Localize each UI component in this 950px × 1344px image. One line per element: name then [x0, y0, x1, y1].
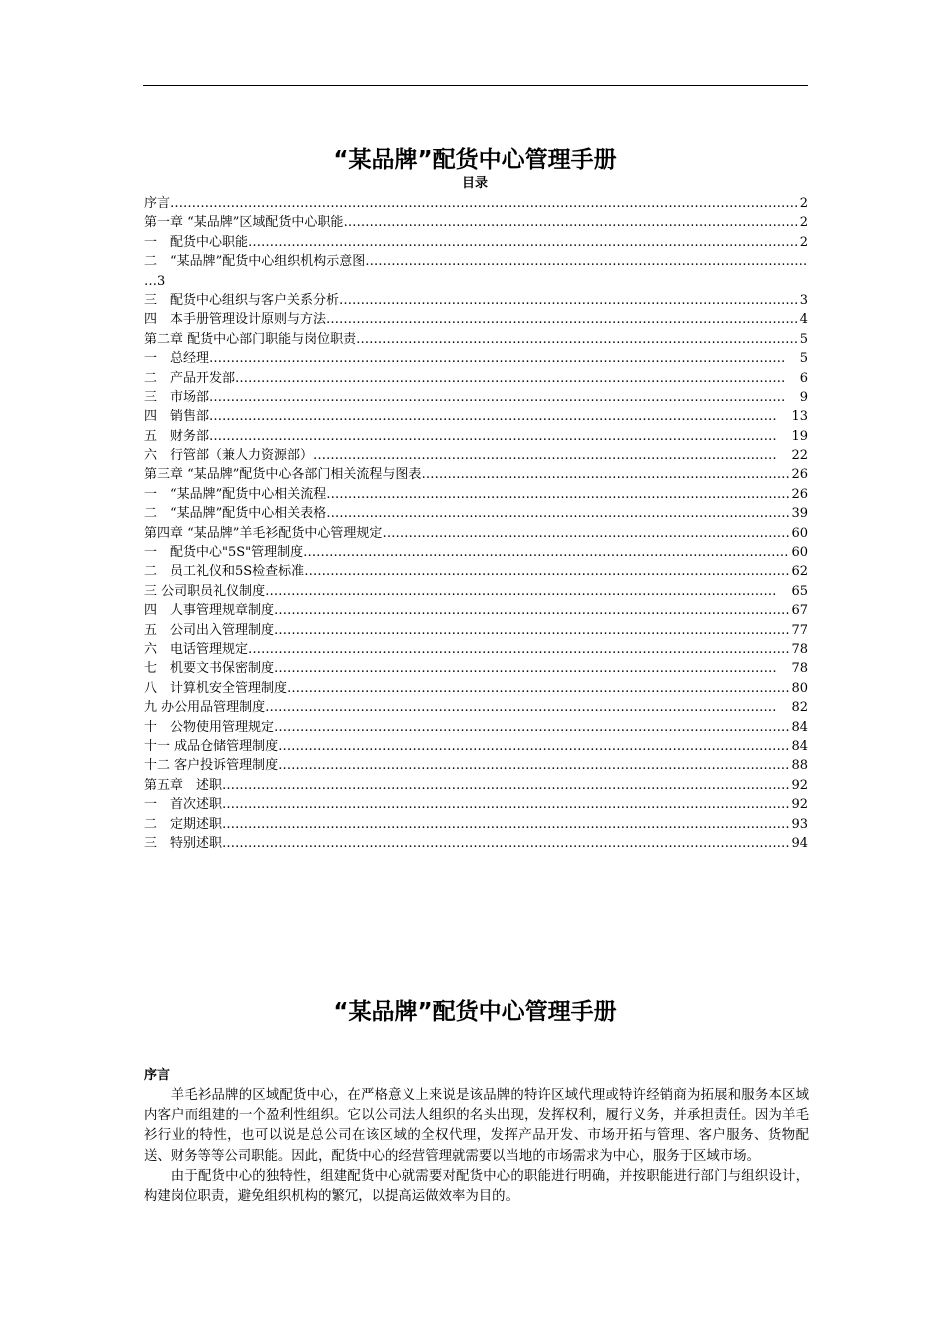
toc-dot-leader [274, 718, 789, 737]
toc-entry-label: 十一 成品仓储管理制度 [144, 738, 279, 754]
toc-entry-label: 五 财务部 [144, 428, 210, 444]
toc-entry-page: 4 [799, 312, 808, 328]
toc-dot-leader [265, 582, 776, 601]
toc-entry-page: 5 [799, 331, 808, 347]
toc-entry-label: 一 “某品牌”配货中心相关流程 [144, 486, 327, 502]
toc-dot-leader [343, 213, 797, 232]
toc-entry-page: 78 [778, 661, 808, 677]
toc-entry-label: 四 人事管理规章制度 [144, 603, 275, 619]
toc-entry[interactable] [144, 562, 808, 581]
toc-entry-page: 2 [799, 234, 808, 250]
toc-entry[interactable] [144, 465, 808, 484]
toc-entry[interactable] [144, 407, 808, 426]
document-title-repeat: “某品牌”配货中心管理手册 [333, 999, 617, 1025]
toc-entry-page: 19 [778, 428, 808, 444]
toc-dot-leader [235, 369, 785, 388]
toc-entry-label: 三 公司职员礼仪制度 [144, 583, 266, 599]
toc-entry[interactable] [144, 349, 808, 368]
toc-dot-leader [209, 427, 776, 446]
toc-entry[interactable] [144, 310, 808, 329]
toc-entry-label: 二 “某品牌”配货中心相关表格 [144, 506, 327, 522]
toc-dot-leader [278, 737, 789, 756]
toc-entry[interactable] [144, 485, 808, 504]
toc-entry[interactable] [144, 776, 808, 795]
toc-entry[interactable] [144, 504, 808, 523]
toc-entry[interactable] [144, 582, 808, 601]
toc-entry-label: 第五章 述职 [144, 777, 223, 793]
toc-entry-label: 序言 [144, 196, 171, 211]
toc-entry[interactable] [144, 737, 808, 756]
toc-entry-label: 六 电话管理规定 [144, 642, 249, 657]
toc-entry-label: 三 市场部 [144, 389, 210, 405]
toc-entry-page: 3 [157, 273, 166, 289]
toc-dot-leader [326, 485, 789, 504]
toc-entry-page: 88 [791, 758, 808, 774]
toc-entry-label: 六 行管部（兼人力资源部） [144, 448, 314, 464]
preface-body [144, 1086, 809, 1207]
toc-entry-label: 三 配货中心组织与客户关系分析 [144, 292, 340, 308]
toc-entry-page: 84 [791, 738, 808, 754]
table-of-contents [144, 194, 808, 853]
toc-entry[interactable] [144, 815, 808, 834]
toc-entry-page: 39 [791, 506, 808, 522]
toc-dot-leader [274, 621, 789, 640]
toc-entry[interactable] [144, 698, 808, 717]
toc-entry[interactable] [144, 252, 808, 291]
toc-entry[interactable] [144, 679, 808, 698]
toc-dot-leader [365, 252, 808, 271]
toc-entry[interactable] [144, 369, 808, 388]
toc-entry[interactable] [144, 601, 808, 620]
toc-entry-page: 77 [791, 622, 808, 638]
toc-entry[interactable] [144, 388, 808, 407]
toc-dot-leader [248, 233, 798, 252]
toc-entry-page: 78 [791, 642, 808, 657]
toc-entry-label: 一 首次述职 [144, 797, 223, 813]
toc-dot-leader [209, 407, 776, 426]
section-heading-preface: 序言 [144, 1068, 171, 1083]
toc-entry-page: 60 [791, 525, 808, 541]
toc-entry-page: 92 [791, 797, 808, 813]
toc-entry[interactable] [144, 795, 808, 814]
toc-entry[interactable] [144, 640, 808, 659]
toc-dot-leader [356, 330, 798, 349]
toc-entry[interactable] [144, 659, 808, 678]
toc-entry[interactable] [144, 718, 808, 737]
toc-dot-leader [222, 834, 789, 853]
toc-entry-label: 第四章 “某品牌”羊毛衫配货中心管理规定 [144, 525, 383, 541]
toc-entry-label: 二 员工礼仪和5S检查标准 [144, 564, 305, 580]
toc-entry-label: 十 公物使用管理规定 [144, 719, 275, 735]
toc-entry-label: 一 配货中心职能 [144, 234, 249, 250]
toc-entry-label: 四 销售部 [144, 409, 210, 425]
toc-entry-page: 13 [778, 409, 808, 425]
toc-entry[interactable] [144, 194, 808, 213]
toc-entry-label: 二 “某品牌”配货中心组织机构示意图 [144, 254, 366, 270]
toc-entry-label: 八 计算机安全管理制度 [144, 680, 288, 696]
toc-entry-page: 5 [786, 351, 808, 367]
toc-entry-page: 94 [791, 835, 808, 851]
toc-dot-leader [274, 659, 776, 678]
toc-dot-leader [278, 756, 789, 775]
toc-dot-leader [265, 698, 776, 717]
toc-entry[interactable] [144, 834, 808, 853]
toc-entry-page: 2 [799, 196, 808, 211]
toc-entry-page: 62 [791, 564, 808, 580]
toc-entry-label: 五 公司出入管理制度 [144, 622, 275, 638]
header-rule [143, 85, 808, 86]
toc-entry-label: 二 定期述职 [144, 816, 223, 832]
toc-dot-leader [287, 679, 789, 698]
toc-entry-label: 三 特别述职 [144, 835, 223, 851]
toc-entry-page: 3 [799, 292, 808, 308]
toc-dot-leader [303, 543, 789, 562]
toc-entry[interactable] [144, 213, 808, 232]
toc-dot-leader [209, 349, 785, 368]
toc-dot-leader [382, 524, 789, 543]
toc-dot-leader: … [144, 273, 157, 289]
toc-entry-page: 93 [791, 816, 808, 832]
toc-dot-leader [304, 562, 789, 581]
toc-entry-label: 第三章 “某品牌”配货中心各部门相关流程与图表 [144, 467, 422, 483]
toc-entry[interactable] [144, 543, 808, 562]
toc-dot-leader [170, 194, 798, 213]
toc-entry[interactable] [144, 446, 808, 465]
paragraph: 羊毛衫品牌的区域配货中心，在严格意义上来说是该品牌的特许区域代理或特许经销商为拓展和服务本区域内客户而组建的一个盈利性组织。它以公司法人组织的名头出现，发挥权利，履行义务，并承担责任。因为羊毛衫行业的特性，也可以说是总公司在该区域的全权代理，发挥产品开发、市场开拓与管理、客户服务、货物配送、财务等等公司职能。因此，配货中心的经营管理就需要以当地的市场需求为中心，服务于区域市场。 [144, 1088, 809, 1164]
toc-dot-leader [222, 776, 789, 795]
toc-entry-label: 第一章 “某品牌”区域配货中心职能 [144, 215, 344, 231]
toc-dot-leader [248, 640, 789, 659]
toc-entry-page: 6 [786, 370, 808, 386]
paragraph: 由于配货中心的独特性，组建配货中心就需要对配货中心的职能进行明确，并按职能进行部门与组织设计，构建岗位职责，避免组织机构的繁冗，以提高运做效率为目的。 [144, 1168, 809, 1205]
toc-entry-page: 92 [791, 777, 808, 793]
toc-dot-leader [326, 504, 789, 523]
toc-heading: 目录 [461, 176, 488, 191]
toc-entry[interactable] [144, 330, 808, 349]
toc-entry[interactable] [144, 233, 808, 252]
toc-entry-label: 一 总经理 [144, 351, 210, 367]
toc-entry-page: 26 [791, 486, 808, 502]
toc-entry-page: 26 [791, 467, 808, 483]
toc-dot-leader [222, 815, 789, 834]
toc-entry-label: 七 机要文书保密制度 [144, 661, 275, 677]
toc-entry-page: 65 [778, 583, 808, 599]
toc-dot-leader [421, 465, 789, 484]
toc-entry-label: 十二 客户投诉管理制度 [144, 758, 279, 774]
toc-dot-leader [326, 310, 798, 329]
toc-entry-label: 九 办公用品管理制度 [144, 700, 266, 716]
toc-entry-page: 9 [786, 389, 808, 405]
toc-entry[interactable] [144, 524, 808, 543]
toc-entry-page: 67 [791, 603, 808, 619]
toc-entry-page: 80 [791, 680, 808, 696]
toc-entry-page: 84 [791, 719, 808, 735]
toc-entry-label: 一 配货中心"5S"管理制度 [144, 545, 304, 561]
toc-entry-page: 2 [799, 215, 808, 231]
toc-entry-page: 22 [778, 448, 808, 464]
toc-dot-leader [274, 601, 789, 620]
toc-dot-leader [339, 291, 798, 310]
document-title: “某品牌”配货中心管理手册 [333, 147, 617, 173]
toc-entry-label: 第二章 配货中心部门职能与岗位职责 [144, 331, 357, 347]
toc-dot-leader [313, 446, 776, 465]
toc-dot-leader [222, 795, 789, 814]
toc-entry-label: 四 本手册管理设计原则与方法 [144, 312, 327, 328]
toc-entry[interactable] [144, 756, 808, 775]
toc-entry-page: 60 [791, 545, 808, 561]
toc-entry[interactable] [144, 291, 808, 310]
toc-entry[interactable] [144, 427, 808, 446]
toc-entry-label: 二 产品开发部 [144, 370, 236, 386]
toc-entry-page: 82 [778, 700, 808, 716]
toc-entry[interactable] [144, 621, 808, 640]
toc-dot-leader [209, 388, 785, 407]
